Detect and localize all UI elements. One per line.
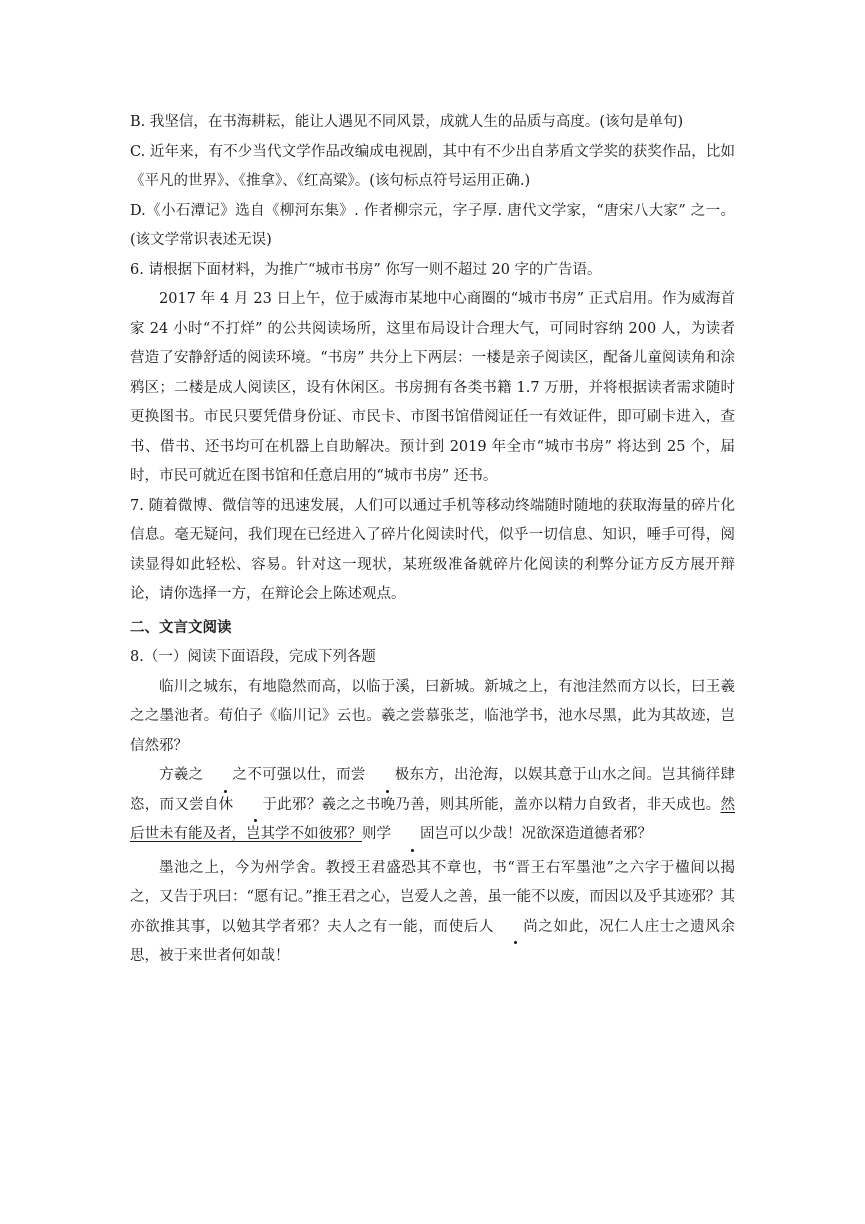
passage-text: 墨池之上，今为州学舍。教授王君盛恐其不章也，书“晋王右军墨池”之六字于楹间以揭之，又告于巩曰：“愿有记。”推王君之心，岂爱人之善，虽一能不以废，而因以及乎其迹邪？其亦欲推其事，以勉其学者邪？夫人之有一能，而使后人 [130,859,735,935]
passage-paragraph-1: 临川之城东，有地隐然而高，以临于溪，曰新城。新城之上，有池洼然而方以长，曰王羲之之墨池者。荀伯子《临川记》云也。羲之尝慕张芝，临池学书，池水尽黑，此为其故迹，岂信然邪？ [130,678,735,754]
emphasis-dotted-char: 固 [391,820,435,850]
emphasis-dotted-char: 极 [366,761,410,791]
passage-text: 则学 [362,826,391,842]
passage-text: 岂可以少哉！况欲深造道德者邪？ [434,826,652,842]
emphasis-dotted-char: 尚 [494,913,538,943]
passage-text: 方羲之 [159,767,204,783]
passage-text: 不可强以仕，而尝 [246,767,366,783]
passage-text: 此邪？羲之之书晚乃善，则其所能，盖亦以精力自致者，非天成也。 [276,796,721,813]
emphasis-dotted-char: 之 [203,761,247,791]
option-c: C. 近年来，有不少当代文学作品改编成电视剧，其中有不少出自茅盾文学奖的获奖作品，比如《平凡的世界》、《推拿》、《红高粱》。(该句标点符号运用正确.) [130,143,735,189]
option-d: D.《小石潭记》选自《柳河东集》. 作者柳宗元，字子厚. 唐代文学家，“唐宋八大家” 之一。(该文学常识表述无误) [130,202,735,248]
passage-paragraph-2 [130,761,735,850]
passage-text: 东方，出沧海，以娱其意于山水之间。岂其徜徉肆恣，而又尝自休 [130,767,736,813]
question-6-prompt: 6. 请根据下面材料，为推广“城市书房” 你写一则不超过 20 字的广告语。 [130,261,602,278]
question-7-prompt: 7. 随着微博、微信等的迅速发展，人们可以通过手机等移动终端随时随地的获取海量的碎片化信息。毫无疑问，我们现在已经进入了碎片化阅读时代，似乎一切信息、知识，唾手可得，阅读显得如此轻松、容易。针对这一现状，某班级准备就碎片化阅读的利弊分证方反方展开辩论，请你选择一方，在辩论会上陈述观点。 [130,497,735,602]
option-b: B. 我坚信，在书海耕耘，能让人遇见不同风景，成就人生的品质与高度。(该句是单句) [130,114,684,130]
passage-paragraph-3 [130,854,735,972]
underlined-sentence: 然后世未有能及者，岂其学不如彼邪？ [130,796,736,842]
passage-text: 之如此，况仁人庄士之遗风余思，被于来世者何如哉！ [130,918,736,964]
question-8-prompt: 8.（一）阅读下面语段，完成下列各题 [130,649,376,665]
section-heading-classical-chinese: 二、文言文阅读 [130,619,232,636]
question-6-material: 2017 年 4 月 23 日上午，位于威海市某地中心商圈的“城市书房” 正式启用。作为威海首家 24 小时“不打烊” 的公共阅读场所，这里布局设计合理大气，可同时容纳 200 人，为读者营造了安静舒适的阅读环境。“书房” 共分上下两层：一楼是亲子阅读区，配备儿童阅读角和涂鸦区；二楼是成人阅读区，设有休闲区。书房拥有各类书籍 1.7 万册，并将根据读者需求随时更换图书。市民只要凭借身份证、市民卡、市图书馆借阅证任一有效证件，即可刷卡进入，查书、借书、还书均可在机器上自助解决。预计到 2019 年全市“城市书房” 将达到 25 个，届时，市民可就近在图书馆和任意启用的“城市书房” 还书。 [130,291,735,484]
document-page [130,108,735,972]
emphasis-dotted-char: 于 [233,791,277,821]
